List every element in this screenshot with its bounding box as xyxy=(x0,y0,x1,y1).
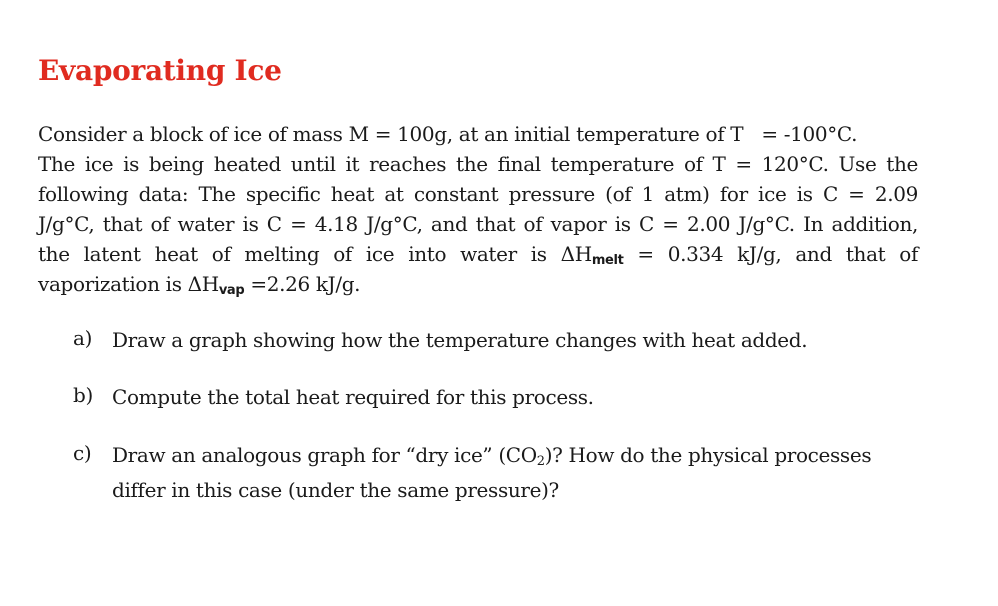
question-marker: a) xyxy=(73,326,93,350)
question-marker: c) xyxy=(73,441,92,465)
statement-text: the latent heat of melting of ice into water is ΔH xyxy=(38,242,592,266)
question-text-part: )? How do the physical processes xyxy=(544,443,872,467)
subscript-vap: vap xyxy=(218,283,245,298)
statement-text: following data: The specific heat at constant pressure (of 1 atm) for ice is C = 2.09 xyxy=(38,182,918,206)
statement-line-1 xyxy=(38,119,918,149)
subscript-co2: 2 xyxy=(536,454,545,469)
question-text-part: differ in this case (under the same pressure)? xyxy=(112,478,559,502)
question-text-part: Draw an analogous graph for “dry ice” (CO xyxy=(112,443,537,467)
question-marker: b) xyxy=(73,383,93,407)
statement-text: = 0.334 kJ/g, and that of xyxy=(637,242,918,266)
statement-line-3 xyxy=(38,179,918,209)
question-text: Compute the total heat required for this process. xyxy=(112,385,594,409)
question-text: Draw a graph showing how the temperature changes with heat added. xyxy=(112,328,808,352)
question-text xyxy=(112,441,932,505)
statement-line-6 xyxy=(38,269,918,299)
statement-text: The ice is being heated until it reaches the final temperature of T = 120°C. Use the xyxy=(38,152,918,176)
page-title: Evaporating Ice xyxy=(38,54,282,87)
statement-line-5 xyxy=(38,239,918,269)
statement-text: = -100°C. xyxy=(761,122,858,146)
problem-statement xyxy=(38,119,918,299)
statement-text: =2.26 kJ/g. xyxy=(250,272,361,296)
statement-line-2 xyxy=(38,149,918,179)
statement-text: vaporization is ΔH xyxy=(38,272,219,296)
statement-line-4 xyxy=(38,209,918,239)
statement-text: J/g°C, that of water is C = 4.18 J/g°C, and that of vapor is C = 2.00 J/g°C. In addition, xyxy=(38,212,918,236)
statement-text: Consider a block of ice of mass M = 100g, at an initial temperature of T xyxy=(38,122,744,146)
subscript-melt: melt xyxy=(591,253,624,268)
